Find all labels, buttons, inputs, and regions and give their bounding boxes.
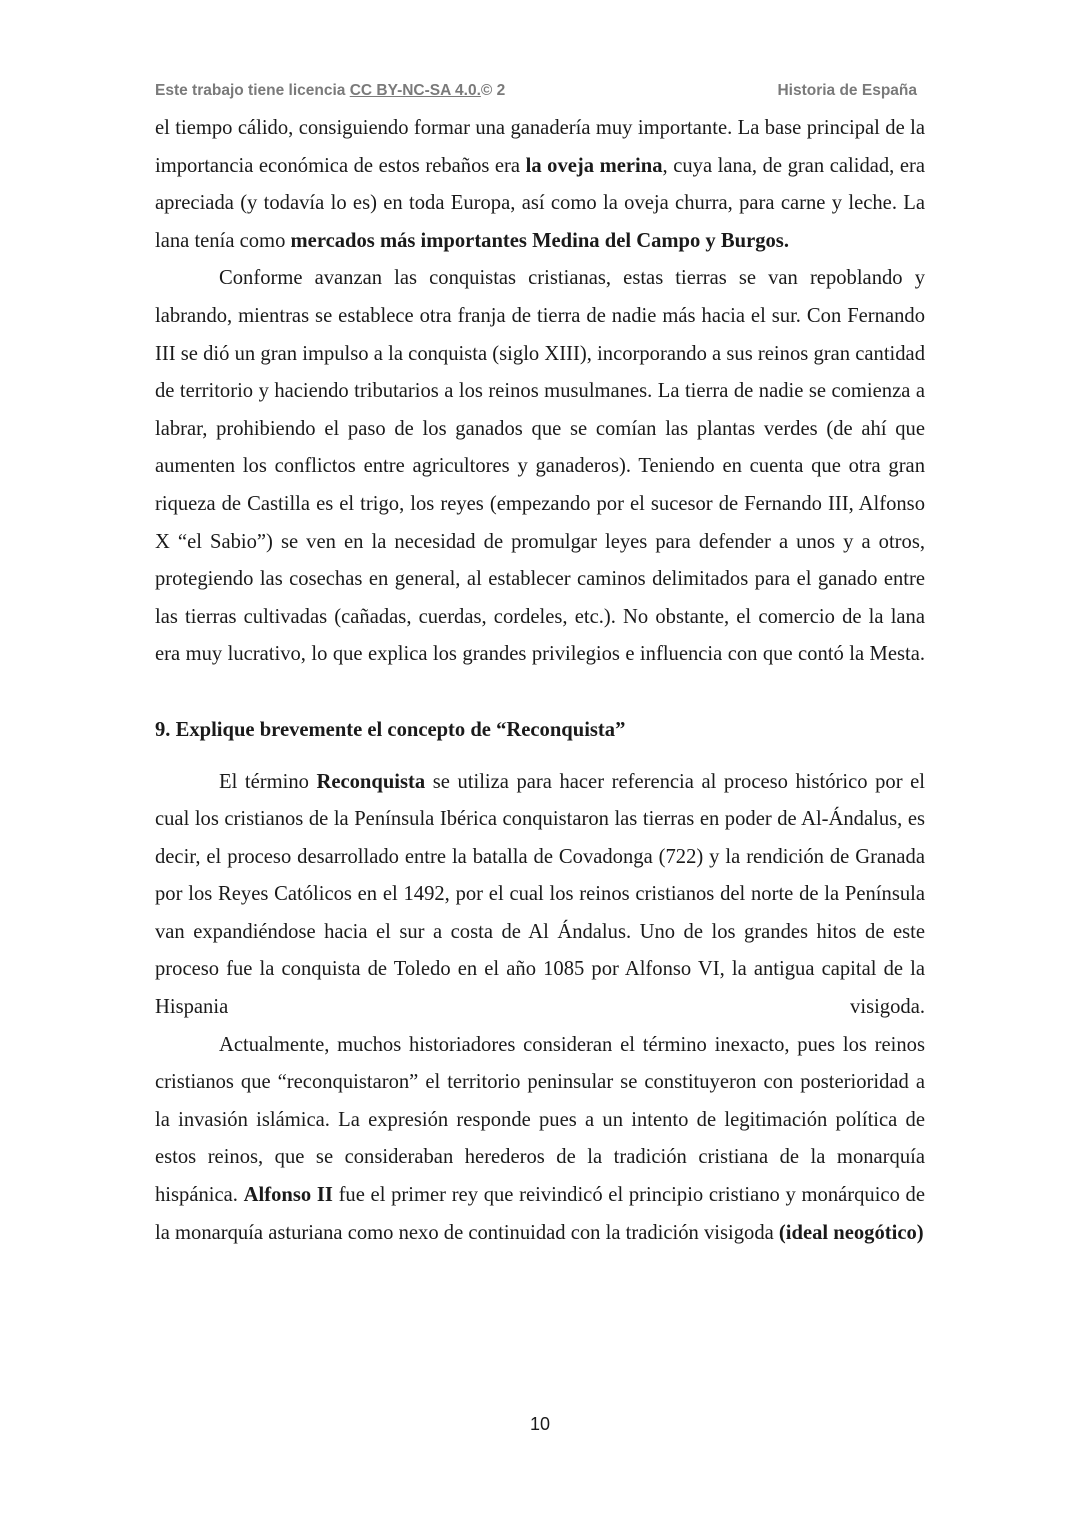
bold-term: la oveja merina <box>525 154 663 177</box>
bold-term: Reconquista <box>316 770 426 793</box>
license-link[interactable]: CC BY-NC-SA 4.0. <box>349 82 481 99</box>
paragraph-text: , cuya lana, de gran calidad, era apreciada (y todavía lo es) en toda Europa, así como la oveja churra, para carne y leche. La lana tenía como <box>155 154 926 252</box>
bold-term: Alfonso II <box>243 1184 333 1207</box>
paragraph-conquests: Conforme avanzan las conquistas cristianas, estas tierras se van repoblando y labrando, mientras se establece otra franja de tierra de nadie más hacia el sur. Con Fernando III se dió un gran impulso a la conquista (siglo XIII), incorporando a sus reinos gran cantidad de territorio y haciendo tributarios a los reinos musulmanes. La tierra de nadie se comienza a labrar, prohibiendo el paso de los ganados que se comían las plantas verdes (de ahí que aumenten los conflictos entre agricultores y ganaderos). Teniendo en cuenta que otra gran riqueza de Castilla es el trigo, los reyes (empezando por el sucesor de Fernando III, Alfonso X “el Sabio”) se ven en la necesidad de promulgar leyes para defender a unos y a otros, protegiendo las cosechas en general, al establecer caminos delimitados para el ganado entre las tierras cultivadas (cañadas, cuerdas, cordeles, etc.). No obstante, el comercio de la lana era muy lucrativo, lo que explica los grandes privilegios e influencia con que contó la Mesta. <box>155 267 925 666</box>
page-number: 10 <box>529 1414 551 1434</box>
paragraph-text: se utiliza para hacer referencia al proceso histórico por el cual los cristianos de la Península Ibérica conquistaron las tierras en poder de Al-Ándalus, es decir, el proceso desarrollado entre la batalla de Covadonga (722) y la rendición de Granada por los Reyes Católicos en el 1492, por el cual los reinos cristianos del norte de la Península van expandiéndose hacia el sur a costa de Al Ándalus. Uno de los grandes hitos de este proceso fue la conquista de Toledo en el año 1085 por Alfonso VI, la antigua capital de la Hispania visigoda. <box>155 770 925 1019</box>
license-notice <box>155 82 505 100</box>
paragraph-text: Actualmente, muchos historiadores consideran el término inexacto, pues los reinos cristianos que “reconquistaron” el territorio peninsular se constituyeron con posterioridad a la invasión islámica. La expresión responde pues a un intento de legitimación política de estos reinos, que se consideraban herederos de la tradición cristiana de la monarquía hispánica. <box>155 1033 925 1207</box>
bold-term: mercados más importantes Medina del Campo y Burgos. <box>290 229 789 252</box>
license-suffix: © 2 <box>480 82 506 99</box>
paragraph-reconquista <box>155 764 925 1027</box>
paragraph-text: el tiempo cálido, consiguiendo formar una ganadería muy importante. La base principal de la importancia económica de estos rebaños era <box>155 117 925 177</box>
paragraph-wool-trade <box>155 110 925 260</box>
license-prefix: Este trabajo tiene licencia <box>155 82 350 99</box>
paragraph-historians <box>155 1027 925 1253</box>
section-heading: 9. Explique brevemente el concepto de “Reconquista” <box>155 718 626 741</box>
paragraph-text: El término <box>219 770 317 793</box>
subject-title: Historia de España <box>777 82 917 99</box>
bold-term: (ideal neogótico) <box>778 1221 924 1244</box>
paragraph-text: fue el primer rey que reivindicó el principio cristiano y monárquico de la monarquía asturiana como nexo de continuidad con la tradición visigoda <box>155 1184 925 1244</box>
page-header <box>155 80 917 106</box>
document-body <box>155 110 925 1252</box>
